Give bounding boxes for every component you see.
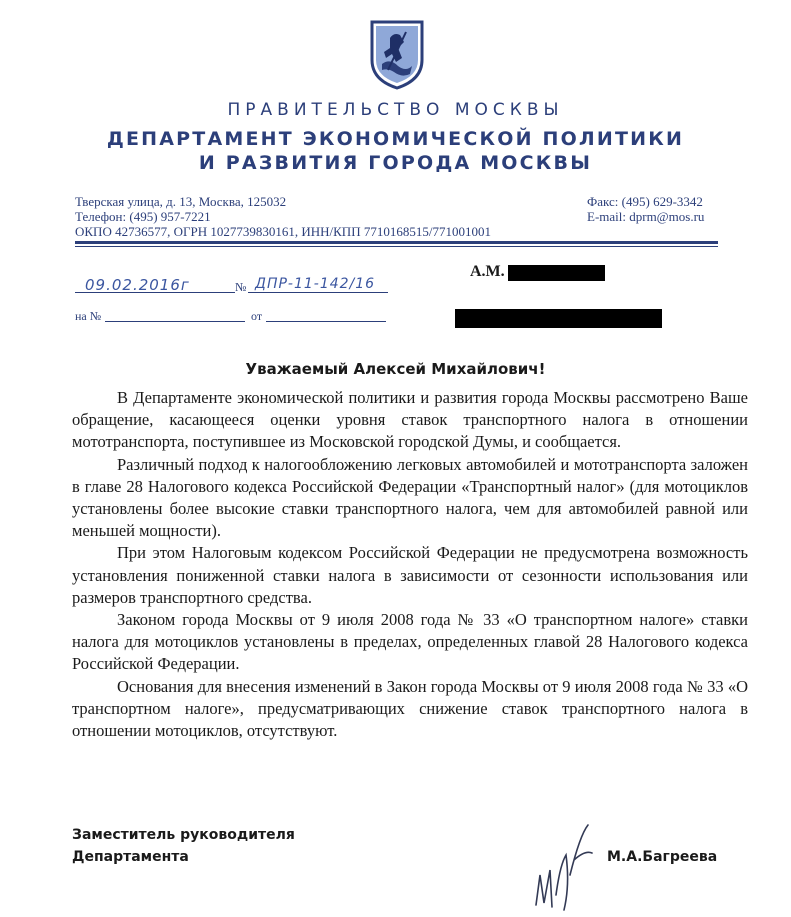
redaction-box [455, 309, 662, 328]
department-title-line2: И РАЗВИТИЯ ГОРОДА МОСКВЫ [198, 152, 593, 174]
address: Тверская улица, д. 13, Москва, 125032 [75, 194, 287, 209]
recipient-name: А.М. [470, 263, 505, 280]
signatory-title-line1: Заместитель руководителя [72, 827, 295, 843]
from-label: от [251, 309, 263, 323]
reference-underline [105, 321, 245, 322]
department-title-line1: ДЕПАРТАМЕНТ ЭКОНОМИЧЕСКОЙ ПОЛИТИКИ [106, 128, 685, 150]
signatory-name: М.А.Багреева [607, 849, 718, 865]
paragraph: Основания для внесения изменений в Закон города Москвы от 9 июля 2008 года № 33 «О транспортном налоге», предусматривающих снижение ставок транспортного налога в отношении мотоциклов, отсутствуют. [72, 676, 748, 741]
letter-body [72, 387, 748, 742]
date-underline [75, 292, 235, 293]
redaction-box [508, 265, 605, 281]
email: E-mail: dprm@mos.ru [587, 209, 705, 224]
reference-label: на № [75, 309, 102, 323]
number-label: № [235, 280, 247, 294]
moscow-coat-of-arms-icon [368, 18, 426, 90]
from-underline [266, 321, 386, 322]
phone: Телефон: (495) 957-7221 [75, 209, 211, 224]
handwritten-signature-icon [530, 815, 600, 915]
signatory-title [72, 824, 295, 868]
paragraph: При этом Налоговым кодексом Российской Федерации не предусмотрена возможность установления пониженной ставки налога в зависимости от сезонности использования или размеров транспортного средства. [72, 543, 748, 607]
header-rule-thick [75, 241, 718, 244]
fax: Факс: (495) 629-3342 [587, 194, 703, 209]
government-title: ПРАВИТЕЛЬСТВО МОСКВЫ [227, 100, 564, 120]
registration-date: 09.02.2016г [85, 276, 190, 294]
header-rule-thin [75, 246, 718, 247]
registration-codes: ОКПО 42736577, ОГРН 1027739830161, ИНН/КПП 7710168515/771001001 [75, 224, 491, 239]
registration-number: ДПР-11-142/16 [255, 276, 376, 292]
paragraph: Законом города Москвы от 9 июля 2008 года № 33 «О транспортном налоге» ставки налога для мотоциклов установлены в пределах, определенных главой 28 Налогового кодекса Российской Федерации. [72, 610, 748, 674]
greeting: Уважаемый Алексей Михайлович! [245, 360, 546, 378]
signatory-title-line2: Департамента [72, 849, 189, 865]
number-underline [248, 292, 388, 293]
paragraph: Различный подход к налогообложению легковых автомобилей и мототранспорта заложен в главе 28 Налогового кодекса Российской Федерации «Транспортный налог» (для мотоциклов установлены более высокие ставки транспортного налога, чем для автомобилей равной или меньшей мощности). [72, 454, 748, 541]
paragraph: В Департаменте экономической политики и развития города Москвы рассмотрено Ваше обращение, касающееся оценки уровня ставок транспортного налога в отношении мототранспорта, поступившее из Московской городской Думы, и сообщается. [72, 388, 748, 452]
